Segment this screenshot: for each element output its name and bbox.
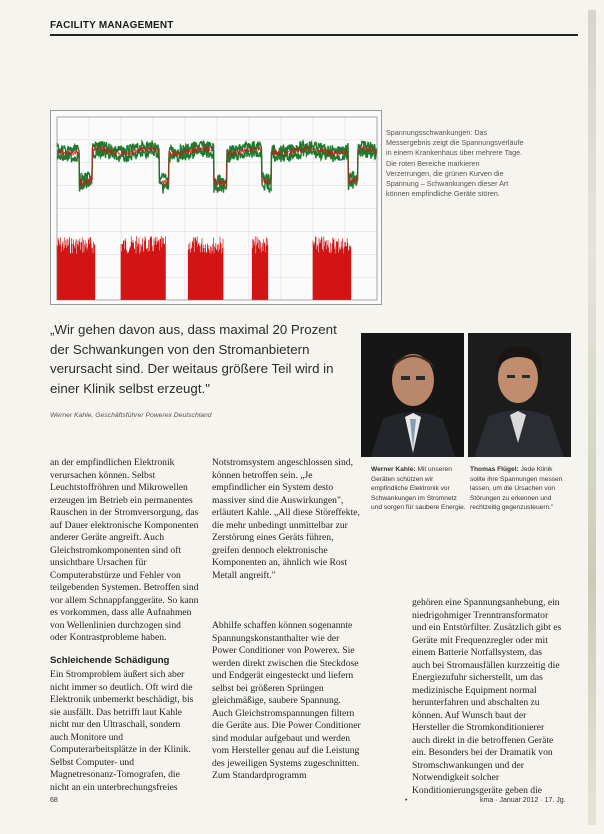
section-header	[50, 18, 578, 36]
portrait-photo-kahle	[361, 333, 464, 457]
article-column-2-top	[212, 457, 362, 582]
red-distortion-series-block	[57, 237, 95, 300]
red-distortion-series-block	[252, 236, 268, 300]
folio-dot: •	[405, 797, 408, 804]
portrait-fluegel-image	[468, 333, 571, 457]
voltage-chart	[50, 110, 382, 305]
pull-quote-credit: Werner Kahle, Geschäftsführer Powerex Deutschland	[50, 412, 212, 419]
article-column-2-bottom	[212, 620, 362, 783]
photo-caption-right-text: Jede Klinik sollte ihre Spannungen messen lassen, um die Ursachen von Störungen zu erkennen und rechtzeitig gegenzusteuern."	[470, 466, 563, 512]
col1-paragraph-1: an der empfindlichen Elektronik verursachen können. Selbst Leuchtstoffröhren und Mikrowellen erzeugen im Betrieb ein permanentes Rauschen in der Stromversorgung, das auf Dauer elektronische Komponenten anderer Geräte angreift. Auch Gleichstromkomponenten sind oft unsichtbare Ursachen für Computerabstürze und Fehler von teilgebenden Systemen. Betroffen sind vor allem Schnappfanggeräte. So kann es vorkommen, dass alle Aufnahmen von Wellenlinien durchzogen sind oder Kontrastprobleme haben.	[50, 457, 199, 643]
voltage-chart-svg	[51, 111, 383, 306]
magazine-folio: kma · Januar 2012 · 17. Jg.	[480, 797, 566, 804]
section-title: FACILITY MANAGEMENT	[50, 20, 174, 31]
pull-quote: „Wir gehen davon aus, dass maximal 20 Prozent der Schwankungen von den Stromanbietern verursacht sind. Der weitaus größere Teil wird in einer Klinik selbst erzeugt."	[50, 322, 337, 396]
photo-caption-left-text: Mit unseren Geräten schützen wir empfindliche Elektronik vor Schwankungen im Stromnetz und sorgen für saubere Energie.	[371, 466, 466, 512]
photo-caption-left-name: Werner Kahle:	[371, 466, 416, 473]
article-column-1	[50, 457, 200, 794]
col2-paragraph-2: Abhilfe schaffen können sogenannte Spannungskonstanthalter wie der Power Conditioner von Powerex. Sie werden direkt zwischen die Steckdose und Endgerät eingesteckt und liefern selbst bei größeren Sprüngen gleichmäßige, saubere Spannung. Auch Gleichstromspannungen filtern die Geräte aus. Die Power Conditioner sind modular aufgebaut und werden vom Hersteller genau auf die Leistung des jeweiligen Systems zugeschnitten. Zum Standardprogramm	[212, 620, 361, 781]
page-number: 68	[50, 797, 58, 804]
chart-caption: Spannungsschwankungen: Das Messergebnis zeigt die Spannungsverläufe in einem Krankenhaus über mehrere Tage. Die roten Bereiche markieren Verzerrungen, die grünen Kurven die Spannung – Schwankungen dieser Art können empfindliche Geräte stören.	[386, 128, 524, 199]
portrait-kahle-image	[361, 333, 464, 457]
article-column-3	[412, 597, 562, 797]
red-distortion-series-block	[188, 237, 223, 301]
col3-paragraph-1: gehören eine Spannungsanhebung, ein niedrigohmiger Trenntransformator und ein Entstörfilter. Zusätzlich gibt es Geräte mit Frequenzregler oder mit einem Batterie Notfallsystem, das auch bei Stromausfällen kurzzeitig die Energiezufuhr sicherstellt, um das medizinische Equipment normal herunterfahren und abschalten zu können. Auf Wunsch baut der Hersteller die Stromkonditionierer auch direkt in die betroffenen Geräte ein. Besonders bei der Dramatik von Stromschwankungen und der Notwendigkeit solcher Konditionierungsgeräte geben die	[412, 597, 562, 796]
subheading-schleichende-schaedigung: Schleichende Schädigung	[50, 654, 170, 666]
portrait-photo-fluegel	[468, 333, 571, 457]
photo-caption-right-name: Thomas Flügel:	[470, 466, 519, 473]
col1-paragraph-2: Ein Stromproblem äußert sich aber nicht immer so deutlich. Oft wird die Elektronik unbemerkt beschädigt, bis sie ausfällt. Das betrifft laut Kahle nicht nur den Ultraschall, sondern auch Monitore und Computerarbeitsplätze in der Klinik. Selbst Computer- und Magnetresonanz-Tomografen, die nicht an ein unterbrechungsfreies	[50, 669, 194, 793]
photo-caption-left	[371, 465, 466, 513]
red-distortion-series-block	[313, 237, 351, 301]
page-edge-stripe	[588, 10, 596, 825]
red-distortion-series-block	[121, 236, 165, 300]
photo-caption-right	[470, 465, 565, 513]
col2-paragraph-1: Notstromsystem angeschlossen sind, können betroffen sein. „Je empfindlicher ein System desto massiver sind die Auswirkungen", erläutert Kahle. „All diese Störeffekte, die mehr unbedingt unmittelbar zur Zerstörung eines Geräts führen, greifen dennoch elektronische Komponenten an, ähnlich wie Rost Metall angreift."	[212, 457, 360, 581]
